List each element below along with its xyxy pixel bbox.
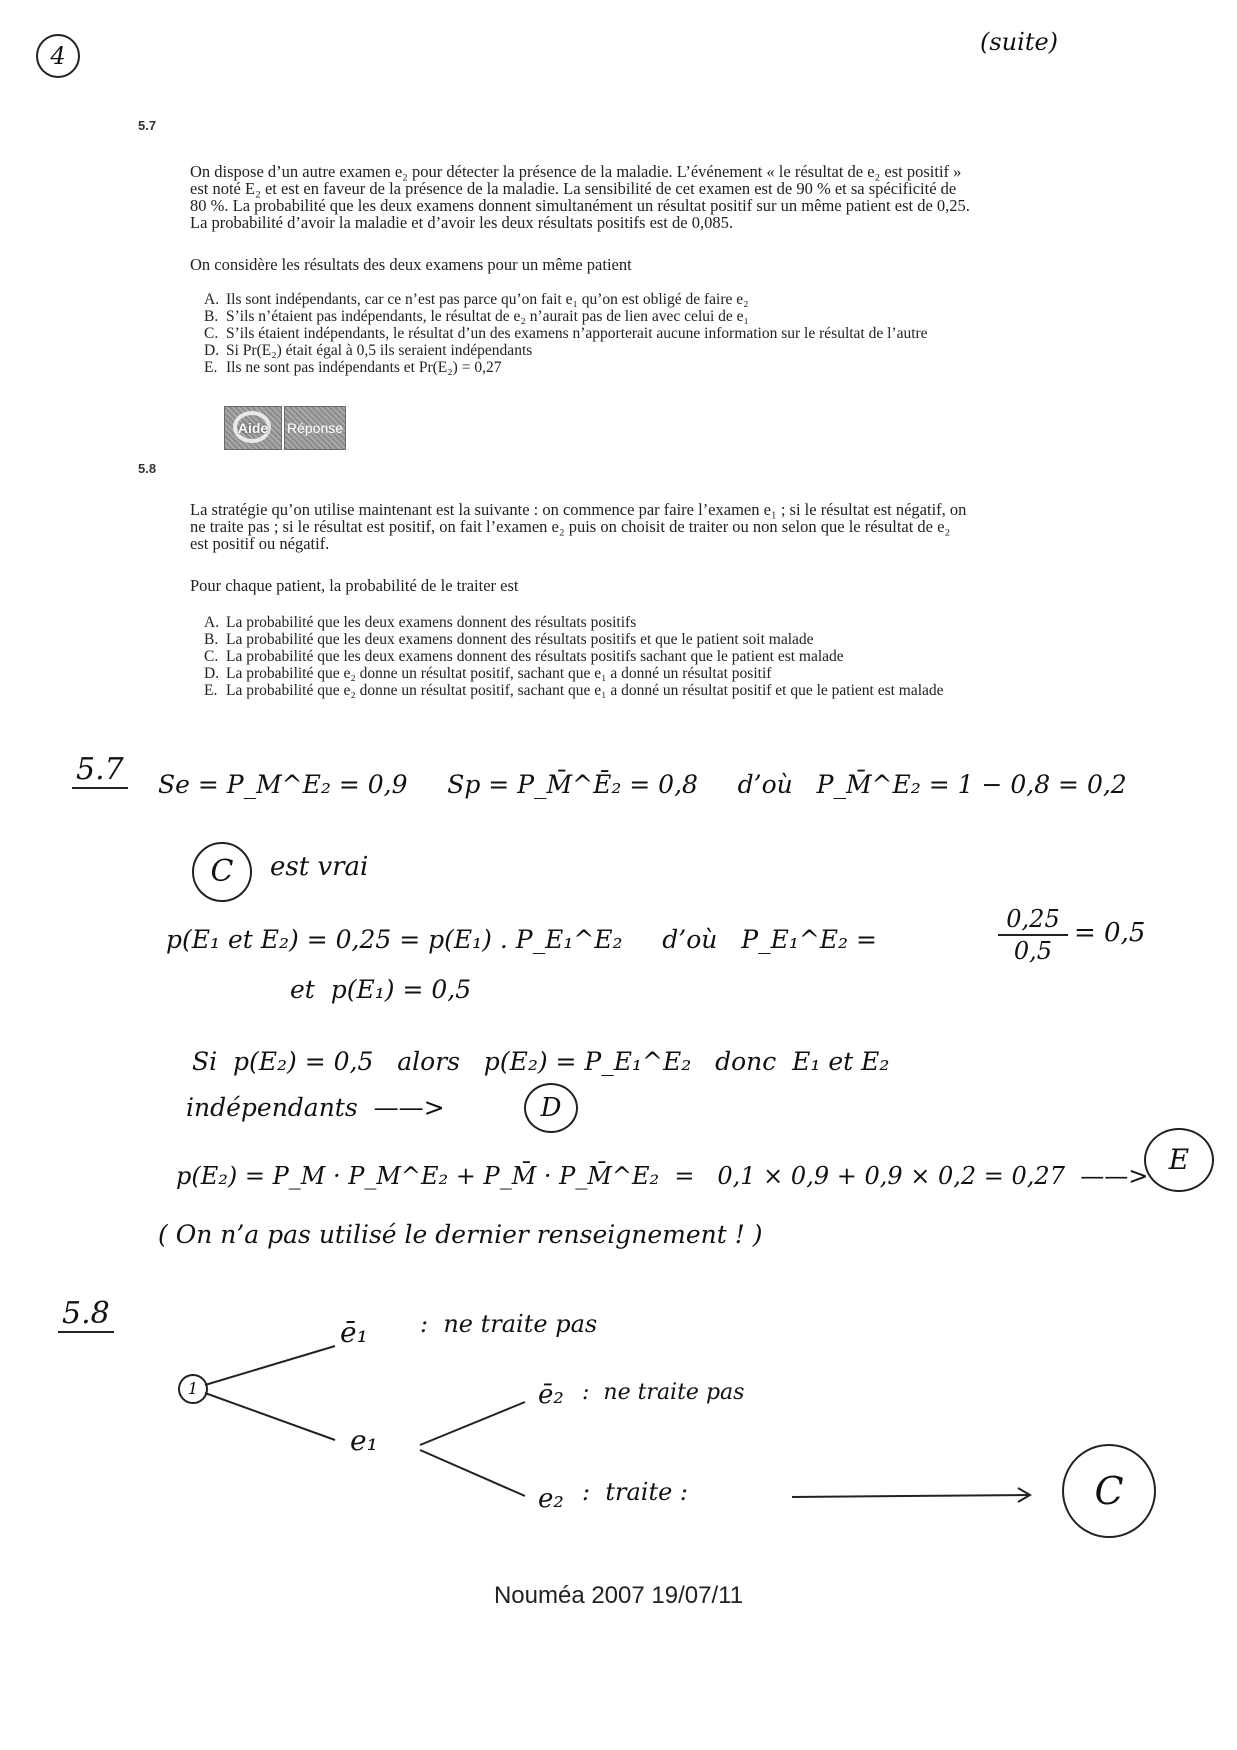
tree-text-e1bar: : ne traite pas [420, 1310, 598, 1338]
handwritten-independent-line: indépendants ——> [186, 1093, 445, 1122]
option-c[interactable]: C. S’ils étaient indépendants, le résultat d’un des examens n’apporterait aucune information sur le résultat de l’autre [204, 325, 928, 342]
tree-label-e1: e₁ [350, 1424, 378, 1457]
tree-label-e2bar: ē₂ [538, 1380, 564, 1410]
answer-circle-c-5-8: C [1062, 1444, 1156, 1538]
arrow-to-answer [790, 1482, 1050, 1512]
fraction-denominator: 0,5 [1013, 937, 1053, 965]
option-b[interactable]: B. La probabilité que les deux examens donnent des résultats positifs et que le patient soit malade [204, 631, 814, 648]
option-b[interactable]: B. S’ils n’étaient pas indépendants, le résultat de e₂ n’aurait pas de lien avec celui de e₁ [204, 308, 749, 325]
option-d[interactable]: D. La probabilité que e₂ donne un résultat positif, sachant que e₁ a donné un résultat positif [204, 665, 772, 682]
handwritten-pe2-line: p(E₂) = P_M · P_M^E₂ + P_M̄ · P_M̄^E₂ = 0,1 × 0,9 + 0,9 × 0,2 = 0,27 ——> [176, 1162, 1149, 1190]
question-5-7-prompt: On considère les résultats des deux examens pour un même patient [190, 255, 632, 274]
tree-root-node: 1 [178, 1374, 208, 1404]
option-d[interactable]: D. Si Pr(E₂) était égal à 0,5 ils seraient indépendants [204, 342, 533, 359]
tree-branch-e2bar [420, 1402, 525, 1445]
intro-line: ne traite pas ; si le résultat est positif, on fait l’examen e₂ puis on choisit de traiter ou non selon que le résultat de e₂ [190, 517, 951, 536]
question-5-7-options [204, 291, 1164, 376]
question-number-5-8: 5.8 [138, 461, 157, 476]
tree-label-e1bar: ē₁ [340, 1316, 368, 1349]
option-e[interactable]: E. Ils ne sont pas indépendants et Pr(E₂) = 0,27 [204, 359, 502, 376]
option-a[interactable]: A. La probabilité que les deux examens donnent des résultats positifs [204, 614, 637, 631]
handwritten-fraction [998, 904, 1068, 966]
question-number-5-7: 5.7 [138, 118, 157, 133]
option-a[interactable]: A. Ils sont indépendants, car ce n’est pas parce qu’on fait e₁ qu’on est obligé de faire e₂ [204, 291, 749, 308]
answer-circle-e: E [1144, 1128, 1214, 1192]
answer-button[interactable]: Réponse [284, 406, 346, 450]
question-5-7-intro [190, 163, 1150, 231]
handwritten-label-5-8: 5.8 [58, 1296, 114, 1333]
answer-circle-d: D [524, 1083, 578, 1133]
handwritten-fraction-result: = 0,5 [1074, 918, 1146, 948]
handwritten-if-line: Si p(E₂) = 0,5 alors p(E₂) = P_E₁^E₂ donc E₁ et E₂ [192, 1047, 890, 1076]
fraction-numerator: 0,25 [998, 904, 1068, 936]
answer-circle-c: C [192, 842, 252, 902]
option-e[interactable]: E. La probabilité que e₂ donne un résultat positif, sachant que e₁ a donné un résultat positif et que le patient est malade [204, 682, 944, 699]
page-footer: Nouméa 2007 19/07/11 [493, 1582, 744, 1609]
intro-line: est noté E₂ et est en faveur de la présence de la maladie. La sensibilité de cet examen est de 90 % et sa spécificité de [190, 179, 957, 198]
help-button-label: Aide [237, 420, 269, 436]
handwritten-note: ( On n’a pas utilisé le dernier renseignement ! ) [158, 1220, 763, 1249]
tree-branch-e2 [420, 1450, 525, 1496]
intro-line: 80 %. La probabilité que les deux examens donnent simultanément un résultat positif sur un même patient est de 0,25. [190, 196, 970, 215]
handwritten-label-5-7: 5.7 [72, 752, 128, 789]
question-5-8-options [204, 614, 1104, 699]
tree-text-e2bar: : ne traite pas [582, 1380, 745, 1405]
option-c[interactable]: C. La probabilité que les deux examens donnent des résultats positifs sachant que le patient est malade [204, 648, 844, 665]
tree-branch-e1bar [205, 1346, 335, 1385]
intro-line: La stratégie qu’on utilise maintenant est la suivante : on commence par faire l’examen e₁ ; si le résultat est négatif, on [190, 500, 967, 519]
page-number-circle [36, 34, 80, 78]
help-button[interactable] [224, 406, 282, 450]
question-5-8-intro [190, 501, 1150, 552]
tree-branch-e1 [205, 1393, 335, 1440]
continuation-mark: (suite) [980, 28, 1059, 56]
tree-text-e2: : traite : [582, 1478, 689, 1506]
handwritten-c-true: est vrai [270, 852, 369, 882]
question-5-8-prompt: Pour chaque patient, la probabilité de le traiter est [190, 576, 519, 595]
intro-line: On dispose d’un autre examen e₂ pour détecter la présence de la maladie. L’événement « le résultat de e₂ est positif » [190, 162, 962, 181]
help-answer-buttons [224, 406, 350, 450]
tree-label-e2: e₂ [538, 1484, 564, 1514]
intro-line: est positif ou négatif. [190, 534, 330, 553]
page-number: 4 [50, 42, 66, 70]
handwritten-sensitivity-line: Se = P_M^E₂ = 0,9 Sp = P_M̄^Ē₂ = 0,8 d’où P_M̄^E₂ = 1 − 0,8 = 0,2 [158, 770, 1127, 799]
intro-line: La probabilité d’avoir la maladie et d’avoir les deux résultats positifs est de 0,085. [190, 213, 733, 232]
handwritten-joint-prob-line: p(E₁ et E₂) = 0,25 = p(E₁) . P_E₁^E₂ d’où P_E₁^E₂ = [166, 925, 877, 954]
handwritten-pe1-line: et p(E₁) = 0,5 [290, 975, 472, 1004]
